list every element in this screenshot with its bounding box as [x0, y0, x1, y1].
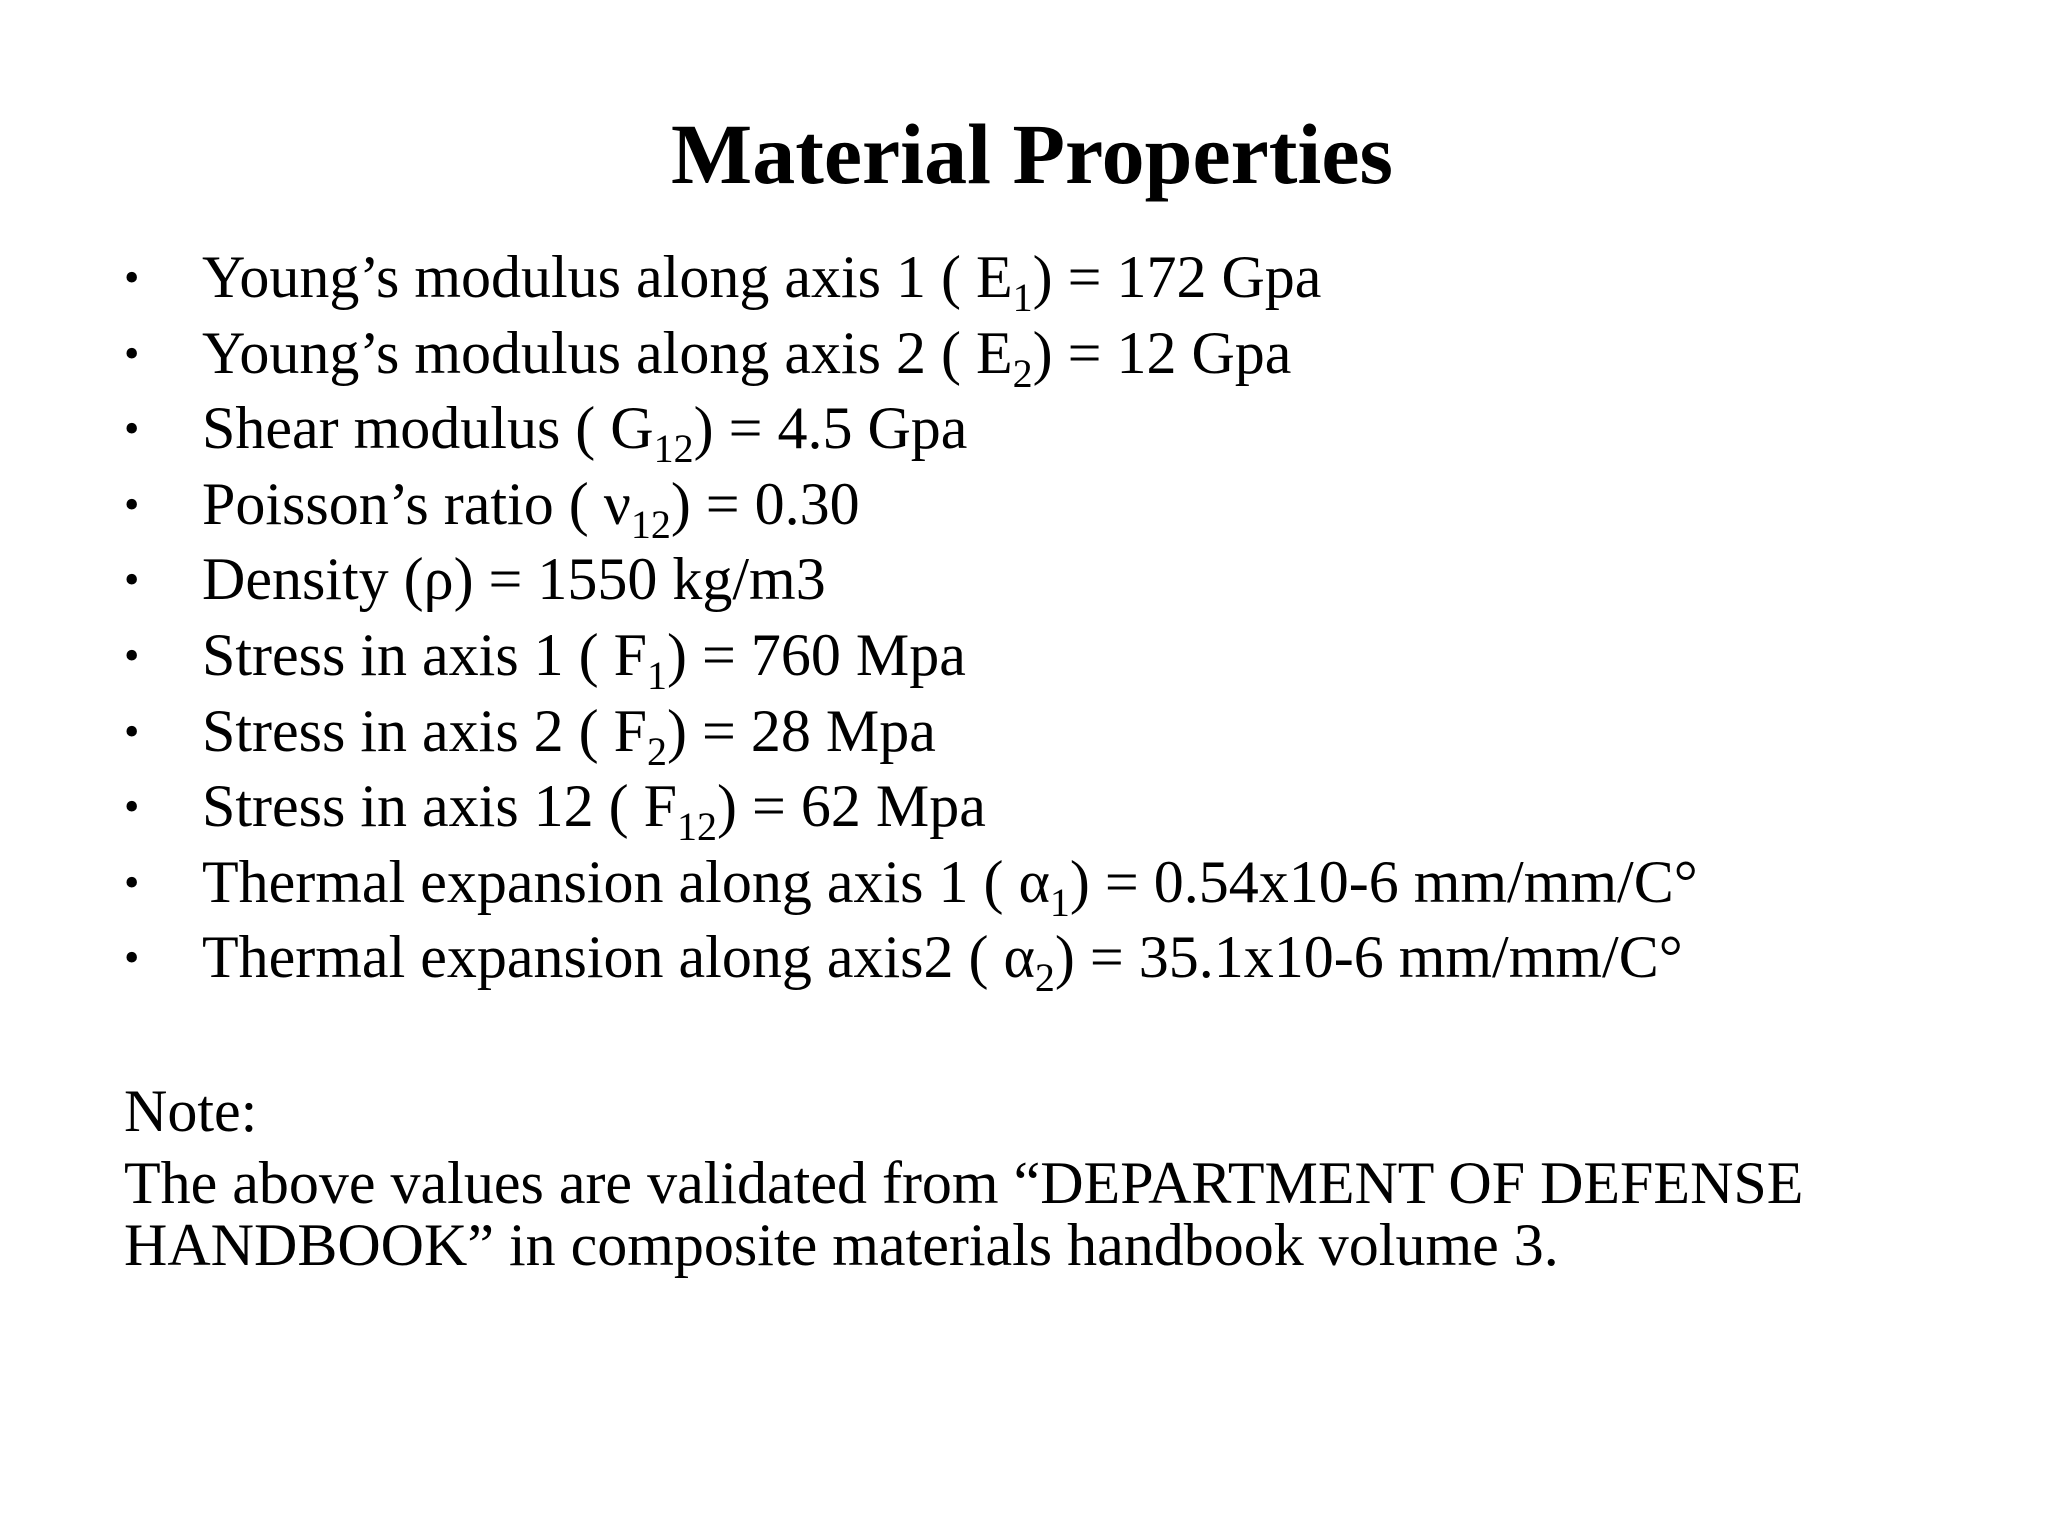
property-text [202, 316, 1292, 396]
bullet-icon: • [124, 555, 140, 605]
property-text-main: Thermal expansion along axis2 ( α [202, 924, 1035, 991]
property-subscript: 2 [647, 728, 668, 774]
property-text-main: Poisson’s ratio ( ν [202, 470, 631, 537]
property-text [202, 920, 1683, 1001]
bullet-icon: • [124, 706, 140, 756]
property-text [202, 467, 860, 547]
bullet-icon: • [124, 933, 140, 983]
property-subscript: 2 [1012, 350, 1033, 396]
slide-title: Material Properties [671, 106, 1393, 202]
property-text-value: ) = 28 Mpa [667, 697, 936, 764]
property-text-main: Shear modulus ( G [202, 395, 654, 462]
property-subscript: 1 [1049, 879, 1070, 925]
property-text-value: ) = 62 Mpa [717, 773, 986, 840]
property-text-value: ) = 35.1x10-6 mm/mm/C° [1054, 924, 1683, 991]
property-text-main: Density (ρ) = 1550 kg/m3 [202, 546, 826, 613]
property-text-main: Thermal expansion along axis 1 ( α [202, 848, 1050, 915]
property-subscript: 12 [677, 804, 718, 850]
property-subscript: 1 [647, 652, 668, 698]
bullet-icon: • [124, 404, 140, 454]
property-text-main: Stress in axis 2 ( F [202, 697, 648, 764]
property-text-main: Young’s modulus along axis 1 ( E [202, 244, 1013, 310]
note-body: The above values are validated from “DEPARTMENT OF DEFENSE HANDBOOK” in composite materials handbook volume 3. [124, 1150, 1804, 1278]
note-block [124, 1076, 1984, 1276]
bullet-icon: • [124, 857, 140, 907]
property-text [202, 391, 968, 472]
property-subscript: 12 [630, 501, 671, 547]
property-text-value: ) = 172 Gpa [1032, 244, 1322, 310]
note-label: Note: [124, 1078, 258, 1144]
bullet-icon: • [124, 253, 140, 302]
property-text [202, 542, 826, 618]
property-text [202, 618, 966, 698]
property-text [202, 769, 986, 850]
property-text [202, 694, 936, 774]
property-text [202, 845, 1698, 925]
bullet-icon: • [124, 782, 140, 832]
property-text-main: Stress in axis 1 ( F [202, 621, 648, 688]
property-subscript: 2 [1034, 955, 1055, 1001]
property-subscript: 12 [653, 426, 694, 472]
property-text-main: Young’s modulus along axis 2 ( E [202, 319, 1013, 386]
property-text-value: ) = 4.5 Gpa [693, 395, 968, 462]
property-text [202, 240, 1322, 320]
property-text-value: ) = 760 Mpa [667, 621, 966, 688]
property-text-value: ) = 12 Gpa [1032, 319, 1292, 386]
bullet-icon: • [124, 479, 140, 529]
property-subscript: 1 [1012, 275, 1033, 320]
property-text-main: Stress in axis 12 ( F [202, 773, 678, 840]
bullet-icon: • [124, 630, 140, 680]
property-text-value: ) = 0.54x10-6 mm/mm/C° [1069, 848, 1698, 915]
bullet-icon: • [124, 328, 140, 378]
property-text-value: ) = 0.30 [670, 470, 860, 537]
